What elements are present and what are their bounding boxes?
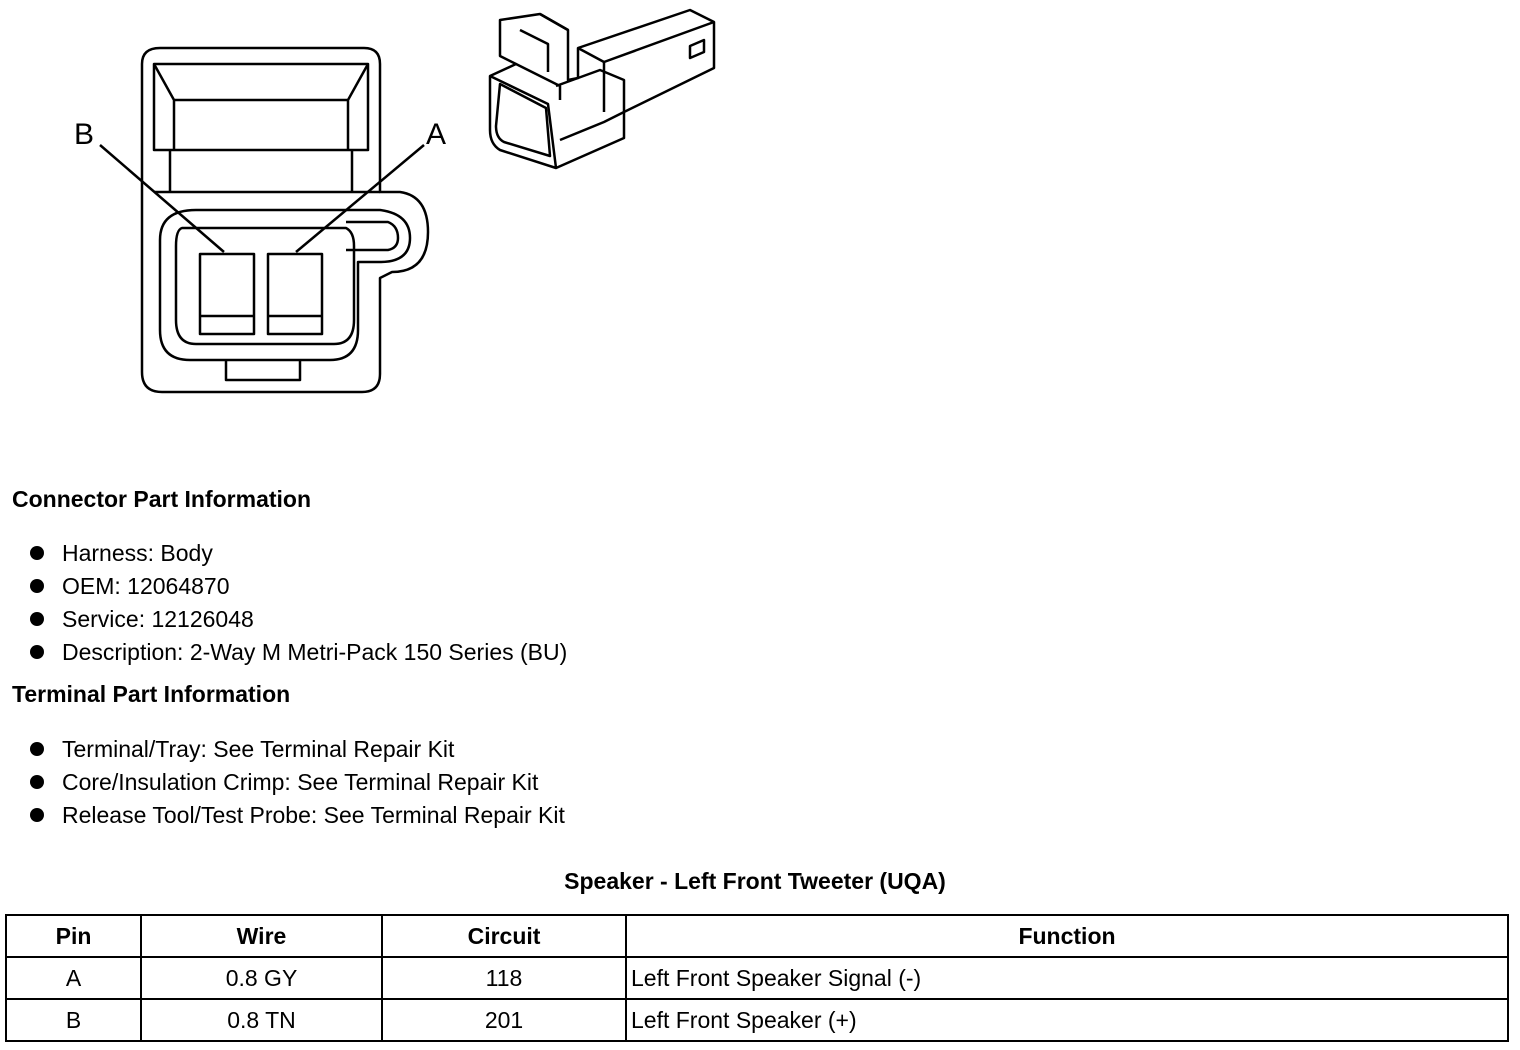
list-item: [30, 570, 567, 603]
terminal-cavity-b: [200, 254, 254, 334]
bullet-icon: [30, 546, 44, 560]
header-wire: Wire: [141, 915, 382, 957]
latch-recess: [154, 64, 368, 150]
connector-cavity: [160, 210, 410, 360]
pin-b-leader: [100, 145, 224, 252]
header-pin: Pin: [6, 915, 141, 957]
list-item-text: Core/Insulation Crimp: See Terminal Repair Kit: [62, 769, 539, 795]
connector-diagram: [0, 0, 1520, 460]
pin-a-label: A: [426, 118, 447, 151]
cell-pin: A: [6, 957, 141, 999]
terminal-cavity-a: [268, 254, 322, 334]
list-item-text: Description: 2-Way M Metri-Pack 150 Series (BU): [62, 639, 568, 665]
list-item: [30, 799, 565, 832]
cell-wire: 0.8 GY: [141, 957, 382, 999]
cell-circuit: 201: [382, 999, 626, 1041]
terminal-info-heading: Terminal Part Information: [12, 681, 291, 707]
terminal-info-list: [30, 733, 565, 832]
list-item-text: Release Tool/Test Probe: See Terminal Repair Kit: [62, 802, 565, 828]
list-item-text: Terminal/Tray: See Terminal Repair Kit: [62, 736, 455, 762]
cell-wire: 0.8 TN: [141, 999, 382, 1041]
list-item: [30, 733, 565, 766]
cell-function: Left Front Speaker (+): [626, 999, 1508, 1041]
connector-info-list: [30, 537, 567, 669]
table-row: [6, 957, 1508, 999]
pin-table-title: Speaker - Left Front Tweeter (UQA): [564, 868, 946, 894]
table-row: [6, 999, 1508, 1041]
bullet-icon: [30, 645, 44, 659]
list-item-text: OEM: 12064870: [62, 573, 230, 599]
list-item: [30, 766, 565, 799]
cell-function: Left Front Speaker Signal (-): [626, 957, 1508, 999]
pin-a-leader: [296, 145, 424, 252]
list-item-text: Harness: Body: [62, 540, 213, 566]
bullet-icon: [30, 612, 44, 626]
pin-table: [5, 914, 1509, 1042]
bullet-icon: [30, 742, 44, 756]
bullet-icon: [30, 808, 44, 822]
cell-circuit: 118: [382, 957, 626, 999]
header-function: Function: [626, 915, 1508, 957]
list-item: [30, 603, 567, 636]
list-item-text: Service: 12126048: [62, 606, 254, 632]
pin-b-label: B: [74, 118, 95, 151]
connector-isometric-view: [490, 10, 714, 168]
cell-pin: B: [6, 999, 141, 1041]
list-item: [30, 636, 567, 669]
list-item: [30, 537, 567, 570]
connector-info-heading: Connector Part Information: [12, 486, 312, 512]
bullet-icon: [30, 579, 44, 593]
table-header-row: [6, 915, 1508, 957]
header-circuit: Circuit: [382, 915, 626, 957]
bullet-icon: [30, 775, 44, 789]
